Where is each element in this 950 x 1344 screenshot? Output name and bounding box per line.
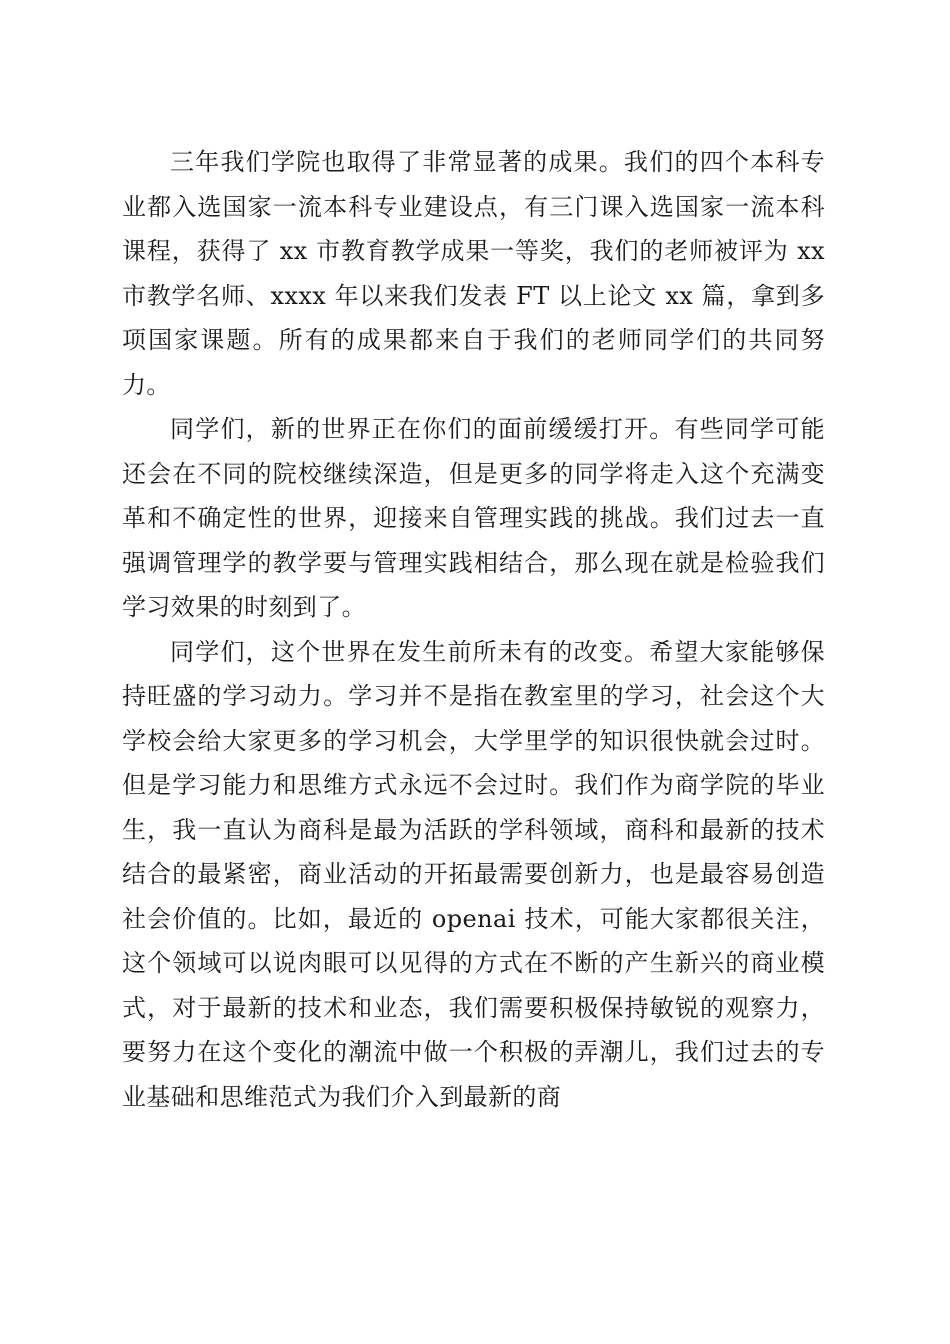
paragraph-learning: 同学们，这个世界在发生前所未有的改变。希望大家能够保持旺盛的学习动力。学习并不是指在教室里的学习，社会这个大学校会给大家更多的学习机会，大学里学的知识很快就会过时。但是学习能力和思维方式永远不会过时。我们作为商学院的毕业生，我一直认为商科是最为活跃的学科领域，商科和最新的技术结合的最紧密，商业活动的开拓最需要创新力，也是最容易创造社会价值的。比如，最近的 openai 技术，可能大家都很关注，这个领域可以说肉眼可以见得的方式在不断的产生新兴的商业模式，对于最新的技术和业态，我们需要积极保持敏锐的观察力，要努力在这个变化的潮流中做一个积极的弄潮儿，我们过去的专业基础和思维范式为我们介入到最新的商 [122,637,825,1111]
paragraph-new-world: 同学们，新的世界正在你们的面前缓缓打开。有些同学可能还会在不同的院校继续深造，但是更多的同学将走入这个充满变革和不确定性的世界，迎接来自管理实践的挑战。我们过去一直强调管理学的教学要与管理实践相结合，那么现在就是检验我们学习效果的时刻到了。 [122,415,825,621]
document-body [122,140,825,1119]
paragraph-achievements: 三年我们学院也取得了非常显著的成果。我们的四个本科专业都入选国家一流本科专业建设点，有三门课入选国家一流本科课程，获得了 xx 市教育教学成果一等奖，我们的老师被评为 xx 市教学名师、xxxx 年以来我们发表 FT 以上论文 xx 篇，拿到多项国家课题。所有的成果都来自于我们的老师同学们的共同努力。 [122,148,825,399]
